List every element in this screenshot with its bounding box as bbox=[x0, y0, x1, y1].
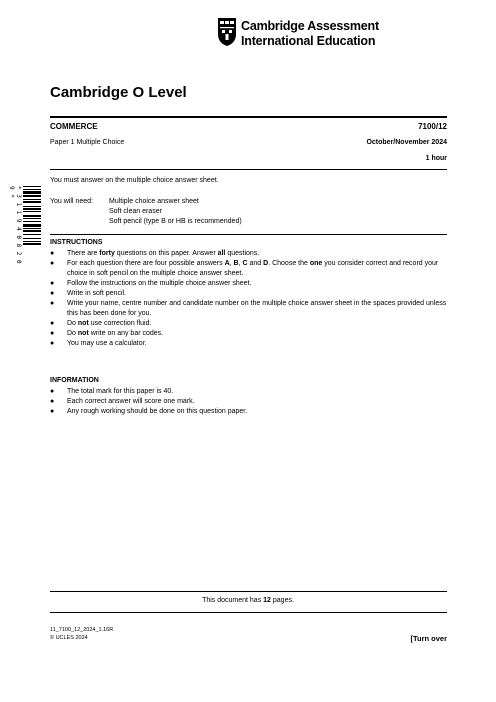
footer-rule-2 bbox=[50, 612, 447, 613]
copyright: © UCLES 2024 bbox=[50, 635, 88, 641]
instructions-heading: INSTRUCTIONS bbox=[50, 239, 103, 246]
instructions-list bbox=[50, 249, 450, 349]
logo-line-1: Cambridge Assessment bbox=[241, 19, 379, 33]
will-need-item: Soft pencil (type B or HB is recommended) bbox=[109, 218, 242, 225]
document-code: 11_7100_12_2024_1.16R bbox=[50, 627, 114, 633]
instruction-emphasis: C bbox=[242, 260, 248, 267]
cambridge-crest-icon bbox=[217, 17, 237, 47]
barcode-number: * 3 1 1 9 4 0 8 2 0 9 * bbox=[8, 186, 22, 265]
document-page-count bbox=[0, 597, 496, 604]
instruction-text: use correction fluid. bbox=[88, 320, 152, 327]
answer-instruction: You must answer on the multiple choice answer sheet. bbox=[50, 177, 219, 184]
section-rule-1 bbox=[50, 169, 447, 170]
barcode-bar bbox=[23, 238, 41, 239]
logo-line-2: International Education bbox=[241, 34, 376, 48]
bullet-icon: ● bbox=[50, 260, 55, 267]
instruction-emphasis: not bbox=[77, 330, 89, 337]
barcode-bar bbox=[23, 230, 41, 232]
barcode-bar bbox=[23, 189, 41, 190]
instruction-text: , bbox=[229, 260, 234, 267]
instruction-item bbox=[50, 259, 450, 279]
information-list bbox=[50, 387, 450, 417]
header-rule bbox=[50, 116, 447, 118]
will-need-list bbox=[109, 197, 242, 227]
barcode-bar bbox=[23, 221, 41, 222]
instruction-text: Write in soft pencil. bbox=[67, 290, 127, 297]
paper-title: Paper 1 Multiple Choice bbox=[50, 139, 125, 146]
instruction-emphasis: A bbox=[224, 260, 230, 267]
information-heading: INFORMATION bbox=[50, 377, 99, 384]
turn-over-label: [Turn over bbox=[410, 634, 447, 643]
bullet-icon: ● bbox=[50, 320, 55, 327]
instruction-text: Do bbox=[67, 320, 78, 327]
bullet-icon: ● bbox=[50, 388, 55, 395]
instruction-item bbox=[50, 329, 450, 339]
barcode-bar bbox=[23, 186, 41, 187]
instruction-text: write on any bar codes. bbox=[88, 330, 164, 337]
instruction-item bbox=[50, 249, 450, 259]
will-need-item: Soft clean eraser bbox=[109, 208, 162, 215]
instruction-text: For each question there are four possible answers bbox=[67, 260, 225, 267]
barcode-bar bbox=[23, 199, 41, 200]
barcode-bar bbox=[23, 201, 41, 203]
instruction-emphasis: D bbox=[263, 260, 269, 267]
instruction-text: Do bbox=[67, 330, 78, 337]
instruction-emphasis: one bbox=[309, 260, 323, 267]
barcode bbox=[23, 186, 41, 264]
barcode-bar bbox=[23, 206, 41, 207]
instruction-emphasis: not bbox=[77, 320, 89, 327]
bullet-icon: ● bbox=[50, 408, 55, 415]
instruction-text: There are bbox=[67, 250, 100, 257]
instruction-text: questions on this paper. Answer bbox=[114, 250, 218, 257]
instruction-text: you consider correct and record your choice in soft pencil on the multiple choice answer sheet. bbox=[67, 260, 439, 277]
instruction-emphasis: B bbox=[233, 260, 239, 267]
bullet-icon: ● bbox=[50, 300, 55, 307]
instruction-text: , bbox=[238, 260, 243, 267]
will-need-label: You will need: bbox=[50, 198, 93, 205]
barcode-bar bbox=[23, 208, 41, 210]
barcode-bar bbox=[23, 195, 41, 197]
instruction-text: Write your name, centre number and candidate number on the multiple choice answer sheet in the spaces provided unless this has been done for you. bbox=[67, 300, 447, 317]
section-rule-2 bbox=[50, 234, 447, 235]
bullet-icon: ● bbox=[50, 330, 55, 337]
instruction-text: Follow the instructions on the multiple choice answer sheet. bbox=[67, 280, 252, 287]
instruction-item bbox=[50, 319, 450, 329]
instruction-emphasis: all bbox=[217, 250, 226, 257]
instruction-item bbox=[50, 299, 450, 319]
instruction-text: . Choose the bbox=[268, 260, 310, 267]
barcode-bar bbox=[23, 228, 41, 229]
exam-duration: 1 hour bbox=[425, 155, 447, 162]
instruction-text: questions. bbox=[225, 250, 260, 257]
page-count-suffix: pages. bbox=[270, 597, 294, 604]
information-item bbox=[50, 387, 450, 397]
bullet-icon: ● bbox=[50, 290, 55, 297]
information-item bbox=[50, 397, 450, 407]
barcode-bar bbox=[23, 243, 41, 245]
barcode-bar bbox=[23, 224, 41, 227]
bullet-icon: ● bbox=[50, 250, 55, 257]
instruction-item bbox=[50, 289, 450, 299]
information-item bbox=[50, 407, 450, 417]
barcode-bar bbox=[23, 218, 41, 219]
barcode-bar bbox=[23, 234, 41, 235]
bullet-icon: ● bbox=[50, 280, 55, 287]
qualification-title: Cambridge O Level bbox=[50, 84, 187, 101]
instruction-item bbox=[50, 279, 450, 289]
barcode-bar bbox=[23, 215, 41, 217]
footer-rule-1 bbox=[50, 591, 447, 592]
cambridge-logo bbox=[217, 17, 377, 51]
barcode-bar bbox=[23, 211, 41, 212]
instruction-emphasis: forty bbox=[99, 250, 115, 257]
information-text: Each correct answer will score one mark. bbox=[67, 398, 195, 405]
information-text: The total mark for this paper is 40. bbox=[67, 388, 174, 395]
barcode-bar bbox=[23, 191, 41, 194]
instruction-text: and bbox=[247, 260, 264, 267]
page-count-number: 12 bbox=[263, 597, 271, 604]
bullet-icon: ● bbox=[50, 340, 55, 347]
bullet-icon: ● bbox=[50, 398, 55, 405]
instruction-text: You may use a calculator. bbox=[67, 340, 147, 347]
page-count-prefix: This document has bbox=[202, 597, 264, 604]
instruction-item bbox=[50, 339, 450, 349]
will-need-item: Multiple choice answer sheet bbox=[109, 198, 199, 205]
subject-title: COMMERCE bbox=[50, 122, 98, 131]
exam-session: October/November 2024 bbox=[366, 139, 447, 146]
barcode-bar bbox=[23, 241, 41, 242]
information-text: Any rough working should be done on this question paper. bbox=[67, 408, 248, 415]
syllabus-code: 7100/12 bbox=[418, 122, 447, 131]
